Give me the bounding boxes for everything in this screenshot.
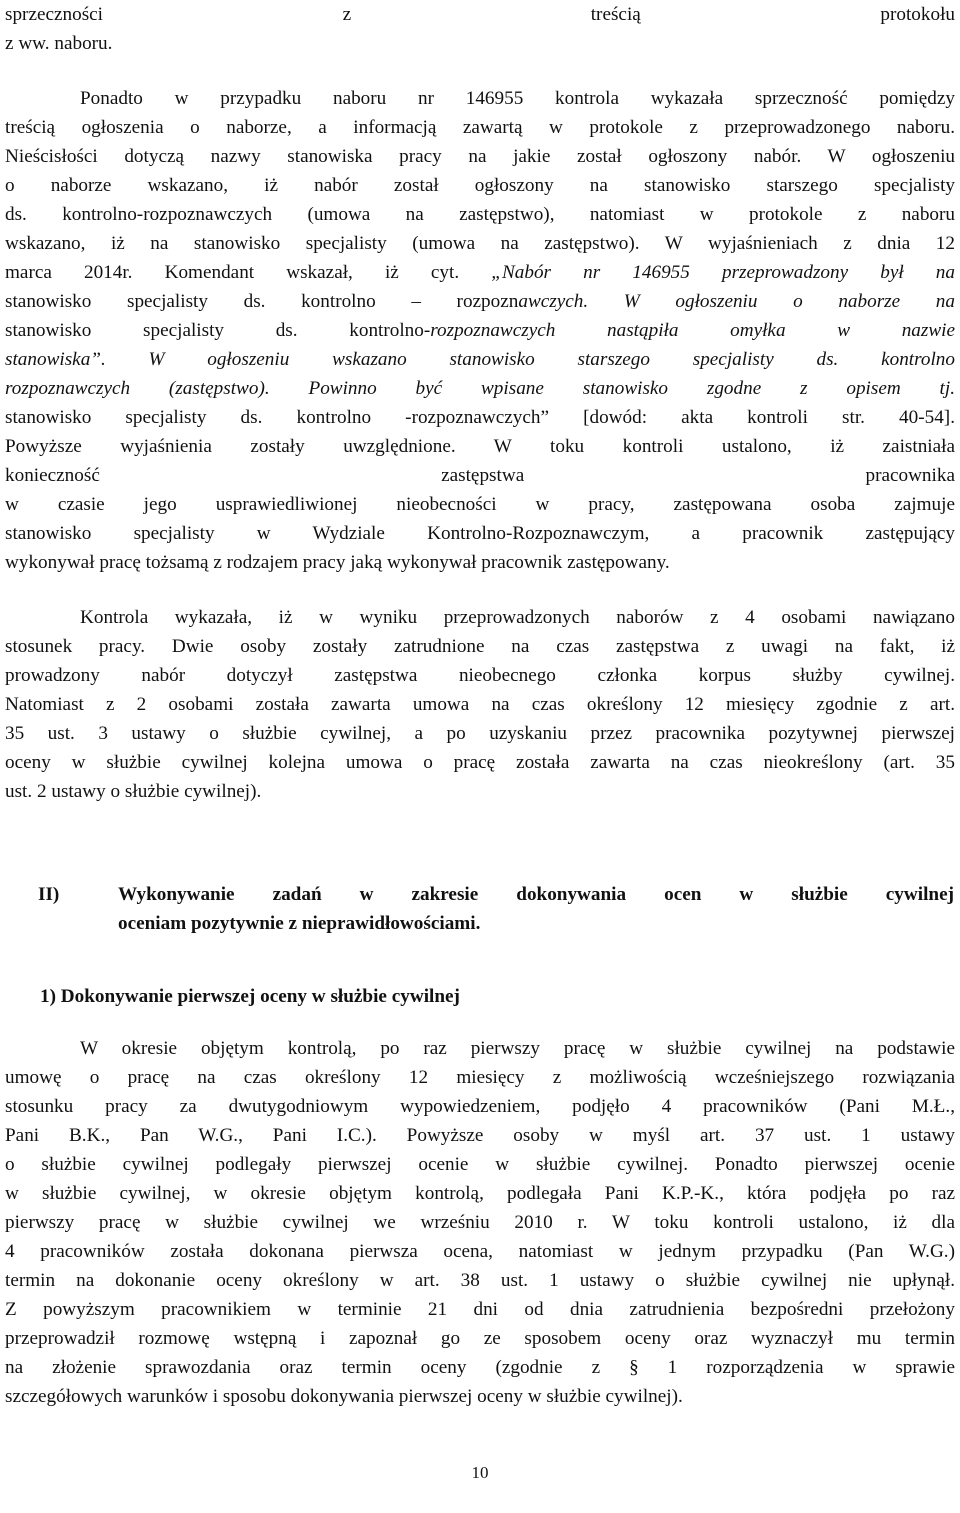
paragraph-recruitment-discrepancy [5,84,955,577]
text-line: 35 ust. 3 ustawy o służbie cywilnej, a po uzyskaniu przez pracownika pozytywnej pierwszej [5,723,955,744]
text-line: z ww. naboru. [5,33,113,54]
text-line: treścią ogłoszenia o naborze, a informacją zawartą w protokole z przeprowadzonego naboru. [5,117,955,138]
quote-run: W ogłoszeniu wskazano stanowisko starszego specjalisty ds. kontrolno [148,349,955,370]
quote-run: rozpoznawczych (zastępstwo). [5,378,309,399]
text-line [5,316,955,345]
text-line: Nieścisłości dotyczą nazwy stanowiska pracy na jakie został ogłoszony nabór. W ogłoszeniu [5,146,955,167]
text-line [5,461,955,490]
text-line: prowadzony nabór dotyczył zastępstwa nieobecnego członka korpus służby cywilnej. [5,665,955,686]
text-run: stanowisko specjalisty ds. kontrolno – rozpozn [5,291,519,312]
paragraph-employment-summary [5,603,955,806]
text-line: Kontrola wykazała, iż w wyniku przeprowadzonych naborów z 4 osobami nawiązano [80,607,955,628]
heading-line: oceniam pozytywnie z nieprawidłowościami. [118,913,481,934]
text-line [5,0,955,29]
text-line: na złożenie sprawozdania oraz termin oceny (zgodnie z § 1 rozporządzenia w sprawie [5,1357,955,1378]
text-line [5,374,955,403]
text-line: o naborze wskazano, iż nabór został ogłoszony na stanowisko starszego specjalisty [5,175,955,196]
page-number: 10 [471,1463,489,1482]
quote-run: Powinno być wpisane stanowisko zgodne z opisem tj. [308,378,956,399]
text-line: ust. 2 ustawy o służbie cywilnej). [5,781,262,802]
text-line [5,258,955,287]
word: protokołu [880,4,955,25]
text-line: Ponadto w przypadku naboru nr 146955 kontrola wykazała sprzeczność pomiędzy [80,88,955,109]
text-line: Powyższe wyjaśnienia zostały uwzględnione. W toku kontroli ustalono, iż zaistniała [5,436,955,457]
text-run: marca 2014r. Komendant wskazał, iż cyt. [5,262,492,283]
text-line: oceny w służbie cywilnej kolejna umowa o pracę została zawarta na czas nieokreślony (art. 35 [5,752,955,773]
text-run: stanowisko specjalisty ds. kontrolno- [5,320,431,341]
quote-run: stanowiska”. [5,349,149,370]
section-heading [0,880,960,940]
text-line: o służbie cywilnej podlegały pierwszej ocenie w służbie cywilnej. Ponadto pierwszej ocenie [5,1154,955,1175]
text-line: w służbie cywilnej, w okresie objętym kontrolą, podlegała Pani K.P.-K., która podjęła po raz [5,1183,955,1204]
heading-line: Wykonywanie zadań w zakresie dokonywania ocen w służbie cywilnej [118,884,954,905]
subsection-heading: 1) Dokonywanie pierwszej oceny w służbie cywilnej [40,986,460,1007]
text-line: pierwszy pracę w służbie cywilnej we wrześniu 2010 r. W toku kontroli ustalono, iż dla [5,1212,955,1233]
text-line: stosunek pracy. Dwie osoby zostały zatrudnione na czas zastępstwa z uwagi na fakt, iż [5,636,955,657]
text-line: termin na dokonanie oceny określony w art. 38 ust. 1 ustawy o służbie cywilnej nie upłynął. [5,1270,955,1291]
text-line: umowę o pracę na czas określony 12 miesięcy z możliwością wcześniejszego rozwiązania [5,1067,955,1088]
text-line [5,345,955,374]
paragraph-first-assessment [5,1034,955,1411]
word: sprzeczności [5,4,104,25]
text-line: przeprowadził rozmowę wstępną i zapoznał go ze sposobem oceny oraz wyznaczył mu termin [5,1328,955,1349]
word: treścią [590,4,641,25]
text-line: Natomiast z 2 osobami została zawarta umowa na czas określony 12 miesięcy zgodnie z art. [5,694,955,715]
text-line: stanowisko specjalisty ds. kontrolno -rozpoznawczych” [dowód: akta kontroli str. 40-54]. [5,407,955,428]
text-line: stosunku pracy za dwutygodniowym wypowiedzeniem, podjęło 4 pracowników (Pani M.Ł., [5,1096,955,1117]
quote-run: rozpoznawczych nastąpiła omyłka w nazwie [430,320,956,341]
text-line: wykonywał pracę tożsamą z rodzajem pracy jaką wykonywał pracownik zastępowany. [5,552,670,573]
text-line: Z powyższym pracownikiem w terminie 21 dni od dnia zatrudnienia bezpośredni przełożony [5,1299,955,1320]
text-line: W okresie objętym kontrolą, po raz pierwszy pracę w służbie cywilnej na podstawie [80,1038,955,1059]
text-line: 4 pracowników została dokonana pierwsza ocena, natomiast w jednym przypadku (Pan W.G.) [5,1241,955,1262]
text-line: stanowisko specjalisty w Wydziale Kontrolno-Rozpoznawczym, a pracownik zastępujący [5,523,955,544]
word: konieczność [5,465,100,486]
word: pracownika [865,465,955,486]
text-line: w czasie jego usprawiedliwionej nieobecności w pracy, zastępowana osoba zajmuje [5,494,955,515]
text-line: ds. kontrolno-rozpoznawczych (umowa na zastępstwo), natomiast w protokole z naboru [5,204,955,225]
text-line: Pani B.K., Pan W.G., Pani I.C.). Powyższe osoby w myśl art. 37 ust. 1 ustawy [5,1125,955,1146]
continuation-text [5,0,955,58]
word: z [342,4,352,25]
text-line [5,287,955,316]
quote-run: awczych. W ogłoszeniu o naborze na [518,291,955,312]
text-line: szczegółowych warunków i sposobu dokonywania pierwszej oceny w służbie cywilnej). [5,1386,683,1407]
text-line: wskazano, iż na stanowisko specjalisty (umowa na zastępstwo). W wyjaśnieniach z dnia 12 [5,233,955,254]
word: zastępstwa [441,465,525,486]
section-number: II) [38,884,60,905]
section-title [118,880,954,938]
quote-run: „Nabór nr 146955 przeprowadzony był na [491,262,955,283]
